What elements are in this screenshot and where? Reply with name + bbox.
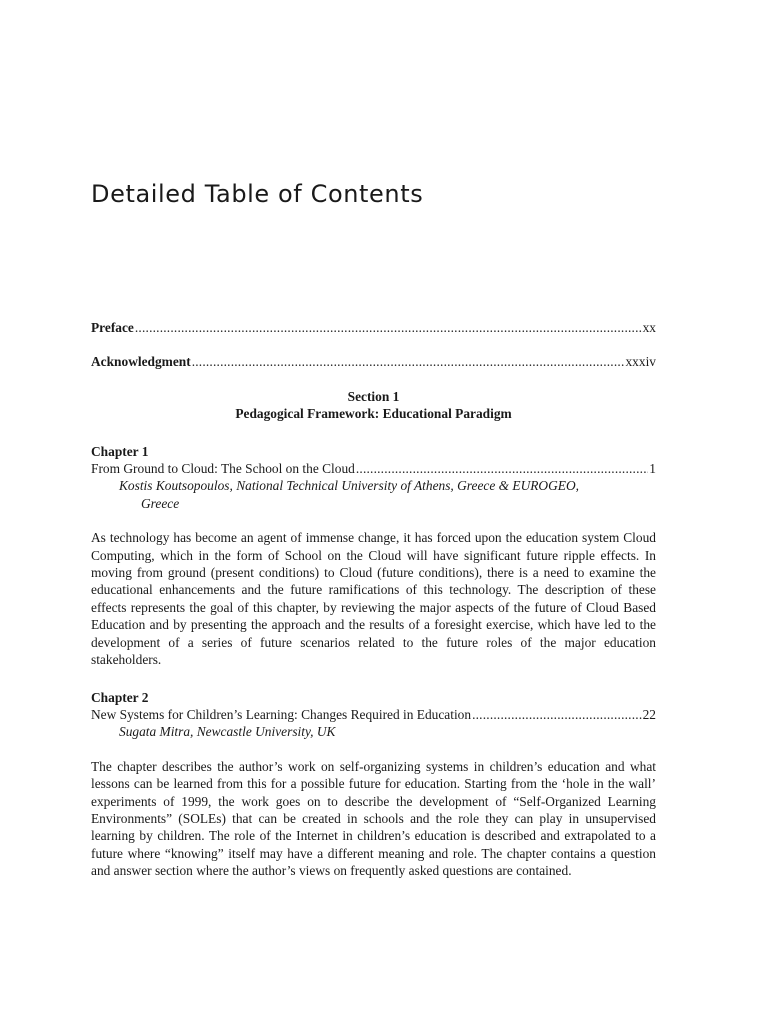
toc-entry-label: Preface bbox=[91, 320, 134, 335]
toc-page-number: xxxiv bbox=[625, 354, 656, 370]
chapter-abstract: The chapter describes the author’s work on self-organizing systems in children’s education and what lessons can be learned from this for a possible future for education. Starting from the ‘hole in the wall’ experiments of 1999, the work goes on to describe the development of “Self-Organized Learning Environments” (SOLEs) that can be created in schools and the role they can play in unsupervised learning by children. The role of the Internet in children’s education is described and extrapolated to a future where “knowing” itself may have a different meaning and role. The chapter contains a question and answer section where the author’s views on frequently asked questions are contained. bbox=[91, 758, 656, 879]
toc-entry-chapter-1[interactable] bbox=[91, 460, 656, 477]
chapter-author: Kostis Koutsopoulos, National Technical University of Athens, Greece & EUROGEO, bbox=[119, 478, 579, 494]
dot-leader bbox=[356, 460, 648, 477]
section-name: Pedagogical Framework: Educational Paradigm bbox=[235, 406, 512, 422]
toc-entry-chapter-2[interactable] bbox=[91, 706, 656, 723]
toc-entry-label: Acknowledgment bbox=[91, 354, 191, 370]
page-title: Detailed Table of Contents bbox=[91, 180, 424, 208]
toc-page-number: 1 bbox=[649, 461, 656, 477]
toc-content bbox=[91, 319, 656, 880]
chapter-label: Chapter 2 bbox=[91, 689, 149, 705]
dot-leader bbox=[192, 353, 625, 370]
dot-leader bbox=[472, 706, 642, 723]
dot-leader bbox=[135, 319, 642, 336]
chapter-abstract: As technology has become an agent of immense change, it has forced upon the education system Cloud Computing, which in the form of School on the Cloud will have significant future ripple effects. In moving from ground (present conditions) to Cloud (future conditions), there is a need to examine the educational enhancements and the future ramifications of this technology. The description of these effects represents the goal of this chapter, by reviewing the major aspects of the future of Cloud Based Education and by presenting the approach and the results of a foresight exercise, which have led to the development of a series of future scenarios related to the future roles of the major education stakeholders. bbox=[91, 530, 656, 668]
section-number: Section 1 bbox=[347, 388, 400, 404]
toc-entry-acknowledgment[interactable] bbox=[91, 353, 656, 370]
chapter-title: From Ground to Cloud: The School on the Cloud bbox=[91, 461, 355, 477]
chapter-label: Chapter 1 bbox=[91, 443, 149, 459]
chapter-author-continued: Greece bbox=[141, 495, 180, 511]
toc-page-number: xx bbox=[642, 320, 656, 335]
toc-page-number: 22 bbox=[642, 706, 656, 722]
chapter-title: New Systems for Children’s Learning: Changes Required in Education bbox=[91, 706, 472, 722]
toc-entry-preface[interactable] bbox=[91, 319, 656, 336]
chapter-author: Sugata Mitra, Newcastle University, UK bbox=[119, 724, 336, 740]
